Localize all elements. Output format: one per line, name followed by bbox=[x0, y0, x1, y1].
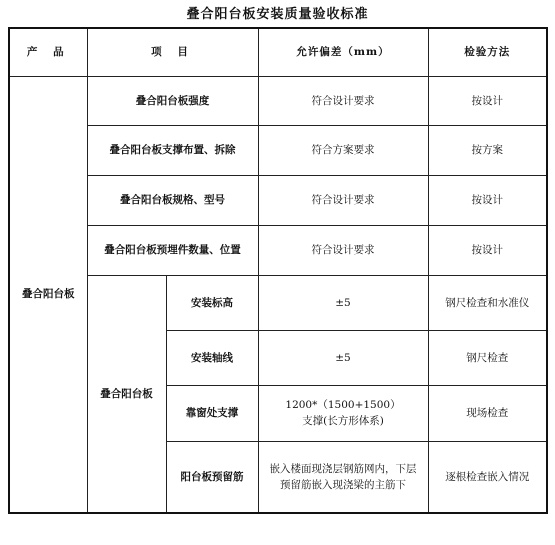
method-cell: 按方案 bbox=[428, 125, 547, 175]
tolerance-line: 嵌入楼面现浇层钢筋网内，下层 bbox=[269, 462, 417, 475]
method-cell: 逐根检查嵌入情况 bbox=[428, 441, 547, 513]
method-cell: 按设计 bbox=[428, 175, 547, 225]
header-product: 产 品 bbox=[9, 28, 87, 76]
tolerance-line: 支撑(长方形体系) bbox=[302, 415, 384, 427]
header-item: 项 目 bbox=[87, 28, 258, 76]
item-cell: 安装轴线 bbox=[166, 330, 258, 385]
table-row bbox=[9, 175, 547, 225]
tolerance-line: 预留筋嵌入现浇梁的主筋下 bbox=[280, 478, 406, 491]
table-title: 叠合阳台板安装质量验收标准 bbox=[186, 7, 369, 22]
item-cell: 叠合阳台板强度 bbox=[87, 76, 258, 125]
method-cell: 按设计 bbox=[428, 76, 547, 125]
item-cell: 叠合阳台板预埋件数量、位置 bbox=[87, 225, 258, 275]
table-row bbox=[9, 125, 547, 175]
tolerance-line: 1200*（1500+1500） bbox=[285, 399, 401, 411]
item-cell: 阳台板预留筋 bbox=[166, 441, 258, 513]
method-cell: 钢尺检查 bbox=[428, 330, 547, 385]
tolerance-cell bbox=[258, 441, 428, 513]
item-cell: 叠合阳台板规格、型号 bbox=[87, 175, 258, 225]
table-row bbox=[9, 76, 547, 125]
product-cell: 叠合阳台板 bbox=[9, 76, 87, 513]
tolerance-cell: 符合方案要求 bbox=[258, 125, 428, 175]
table-row bbox=[9, 225, 547, 275]
tolerance-cell: ±5 bbox=[258, 330, 428, 385]
tolerance-cell: 符合设计要求 bbox=[258, 76, 428, 125]
method-cell: 按设计 bbox=[428, 225, 547, 275]
tolerance-cell bbox=[258, 385, 428, 441]
sub-group-cell: 叠合阳台板 bbox=[87, 275, 166, 513]
acceptance-standard-table bbox=[8, 27, 548, 514]
method-cell: 钢尺检查和水准仪 bbox=[428, 275, 547, 330]
tolerance-cell: ±5 bbox=[258, 275, 428, 330]
method-cell: 现场检查 bbox=[428, 385, 547, 441]
item-cell: 安装标高 bbox=[166, 275, 258, 330]
tolerance-cell: 符合设计要求 bbox=[258, 175, 428, 225]
item-cell: 叠合阳台板支撑布置、拆除 bbox=[87, 125, 258, 175]
header-row bbox=[9, 28, 547, 76]
header-tolerance: 允许偏差（mm） bbox=[258, 28, 428, 76]
header-method: 检验方法 bbox=[428, 28, 547, 76]
tolerance-cell: 符合设计要求 bbox=[258, 225, 428, 275]
table-row bbox=[9, 275, 547, 330]
item-cell: 靠窗处支撑 bbox=[166, 385, 258, 441]
